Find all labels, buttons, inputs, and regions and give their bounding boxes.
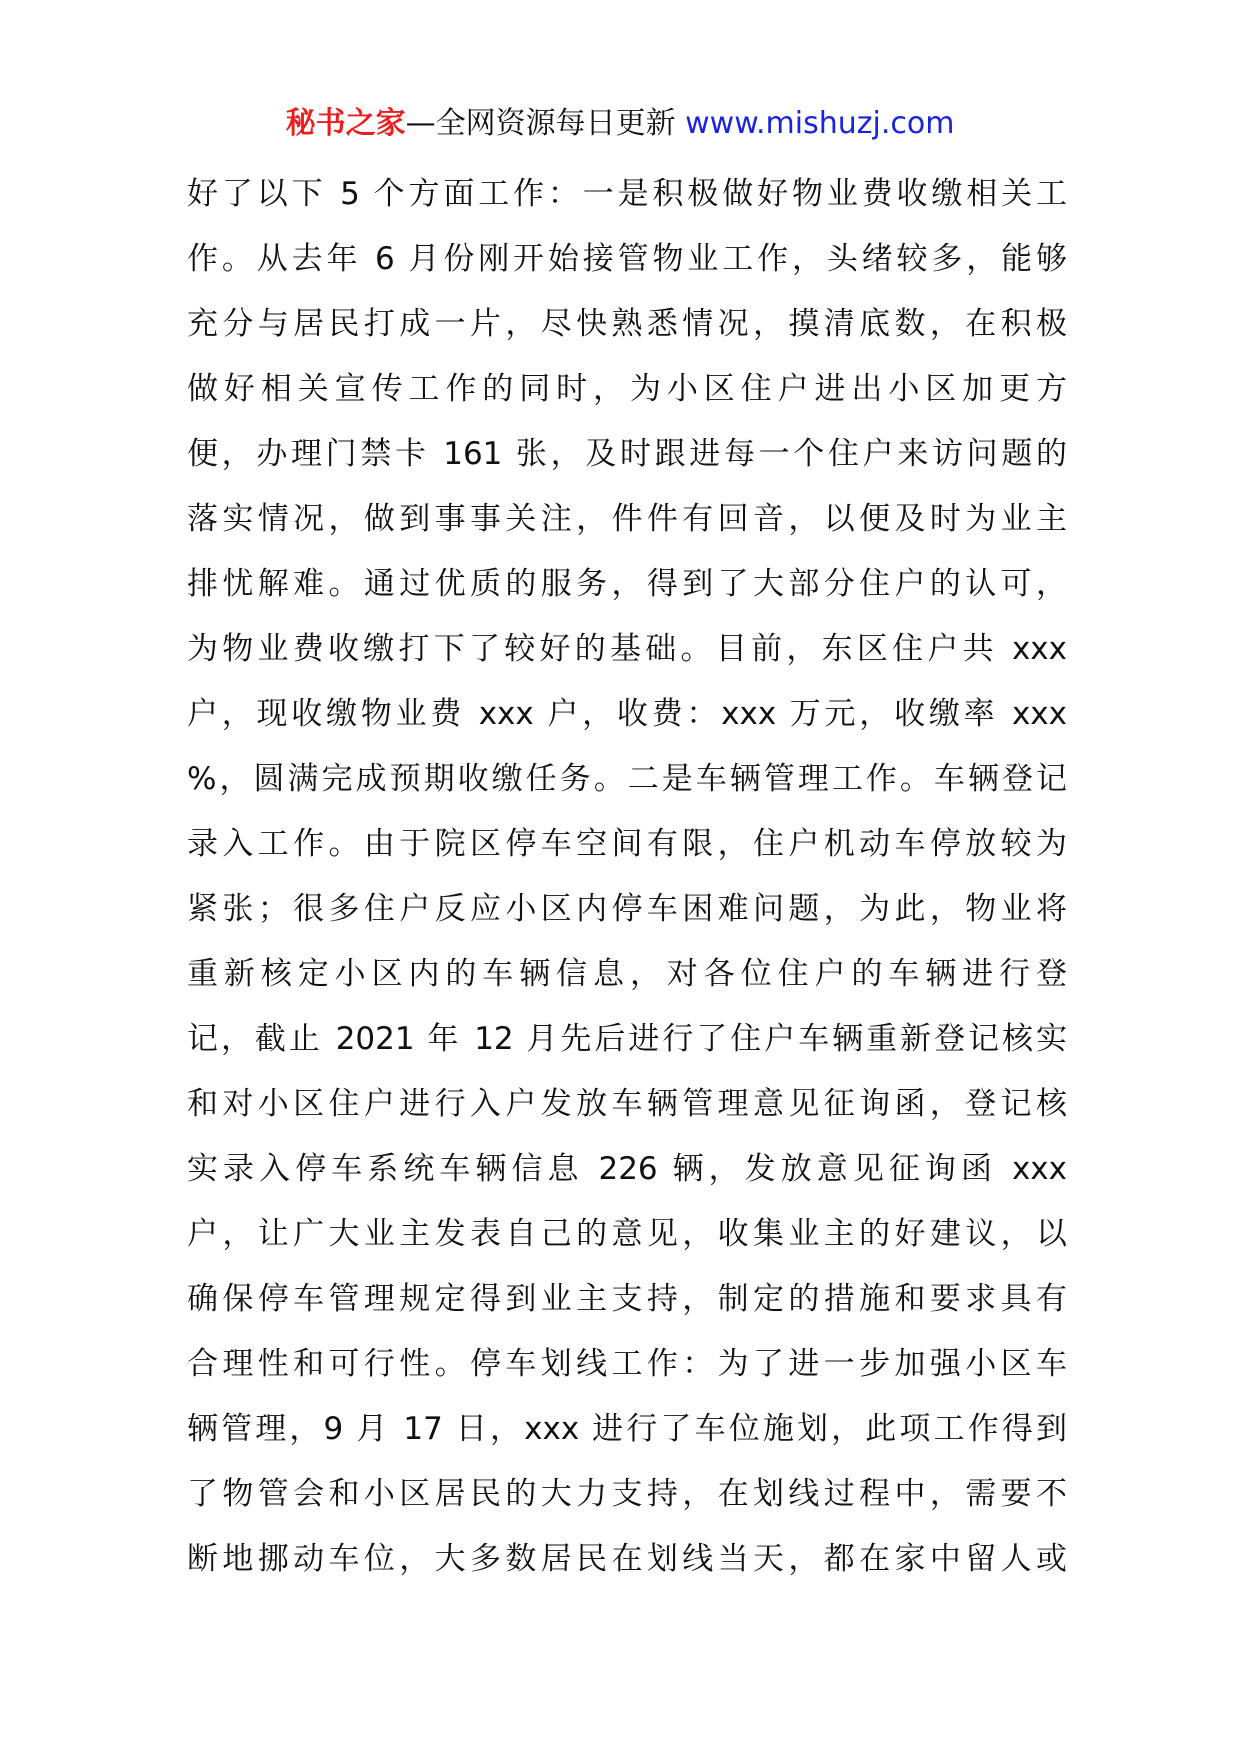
text-line: 断地挪动车位，大多数居民在划线当天，都在家中留人或 — [187, 1541, 1067, 1577]
text-line: 了物管会和小区居民的大力支持，在划线过程中，需要不 — [187, 1476, 1067, 1512]
text-line: 充分与居民打成一片，尽快熟悉情况，摸清底数，在积极 — [187, 306, 1067, 342]
text-line: 实录入停车系统车辆信息 226 辆，发放意见征询函 xxx — [187, 1151, 1067, 1187]
brand-name: 秘书之家 — [285, 106, 406, 141]
text-line: 和对小区住户进行入户发放车辆管理意见征询函，登记核 — [187, 1086, 1067, 1122]
text-line: 排忧解难。通过优质的服务，得到了大部分住户的认可， — [187, 566, 1067, 602]
text-line: 户，现收缴物业费 xxx 户，收费：xxx 万元，收缴率 xxx — [187, 696, 1067, 732]
site-url-link[interactable]: www.mishuzj.com — [685, 106, 955, 141]
text-line: 户，让广大业主发表自己的意见，收集业主的好建议，以 — [187, 1216, 1067, 1252]
text-line: 重新核定小区内的车辆信息，对各位住户的车辆进行登 — [187, 956, 1067, 992]
text-line: 记，截止 2021 年 12 月先后进行了住户车辆重新登记核实 — [187, 1021, 1067, 1057]
text-line: 便，办理门禁卡 161 张，及时跟进每一个住户来访问题的 — [187, 436, 1067, 472]
text-line: 作。从去年 6 月份刚开始接管物业工作，头绪较多，能够 — [187, 241, 1067, 277]
text-line: 紧张；很多住户反应小区内停车困难问题，为此，物业将 — [187, 891, 1067, 927]
text-line: 为物业费收缴打下了较好的基础。目前，东区住户共 xxx — [187, 631, 1067, 667]
text-line: 落实情况，做到事事关注，件件有回音，以便及时为业主 — [187, 501, 1067, 537]
page-header — [0, 104, 1240, 144]
text-line: 录入工作。由于院区停车空间有限，住户机动车停放较为 — [187, 826, 1067, 862]
text-line: 辆管理，9 月 17 日，xxx 进行了车位施划，此项工作得到 — [187, 1411, 1067, 1447]
text-line: %，圆满完成预期收缴任务。二是车辆管理工作。车辆登记 — [187, 761, 1067, 797]
text-line: 确保停车管理规定得到业主支持，制定的措施和要求具有 — [187, 1281, 1067, 1317]
header-tagline: —全网资源每日更新 — [405, 106, 676, 141]
document-body — [187, 162, 1067, 1592]
text-line: 做好相关宣传工作的同时，为小区住户进出小区加更方 — [187, 371, 1067, 407]
text-line: 合理性和可行性。停车划线工作：为了进一步加强小区车 — [187, 1346, 1067, 1382]
text-line: 好了以下 5 个方面工作：一是积极做好物业费收缴相关工 — [187, 176, 1067, 212]
